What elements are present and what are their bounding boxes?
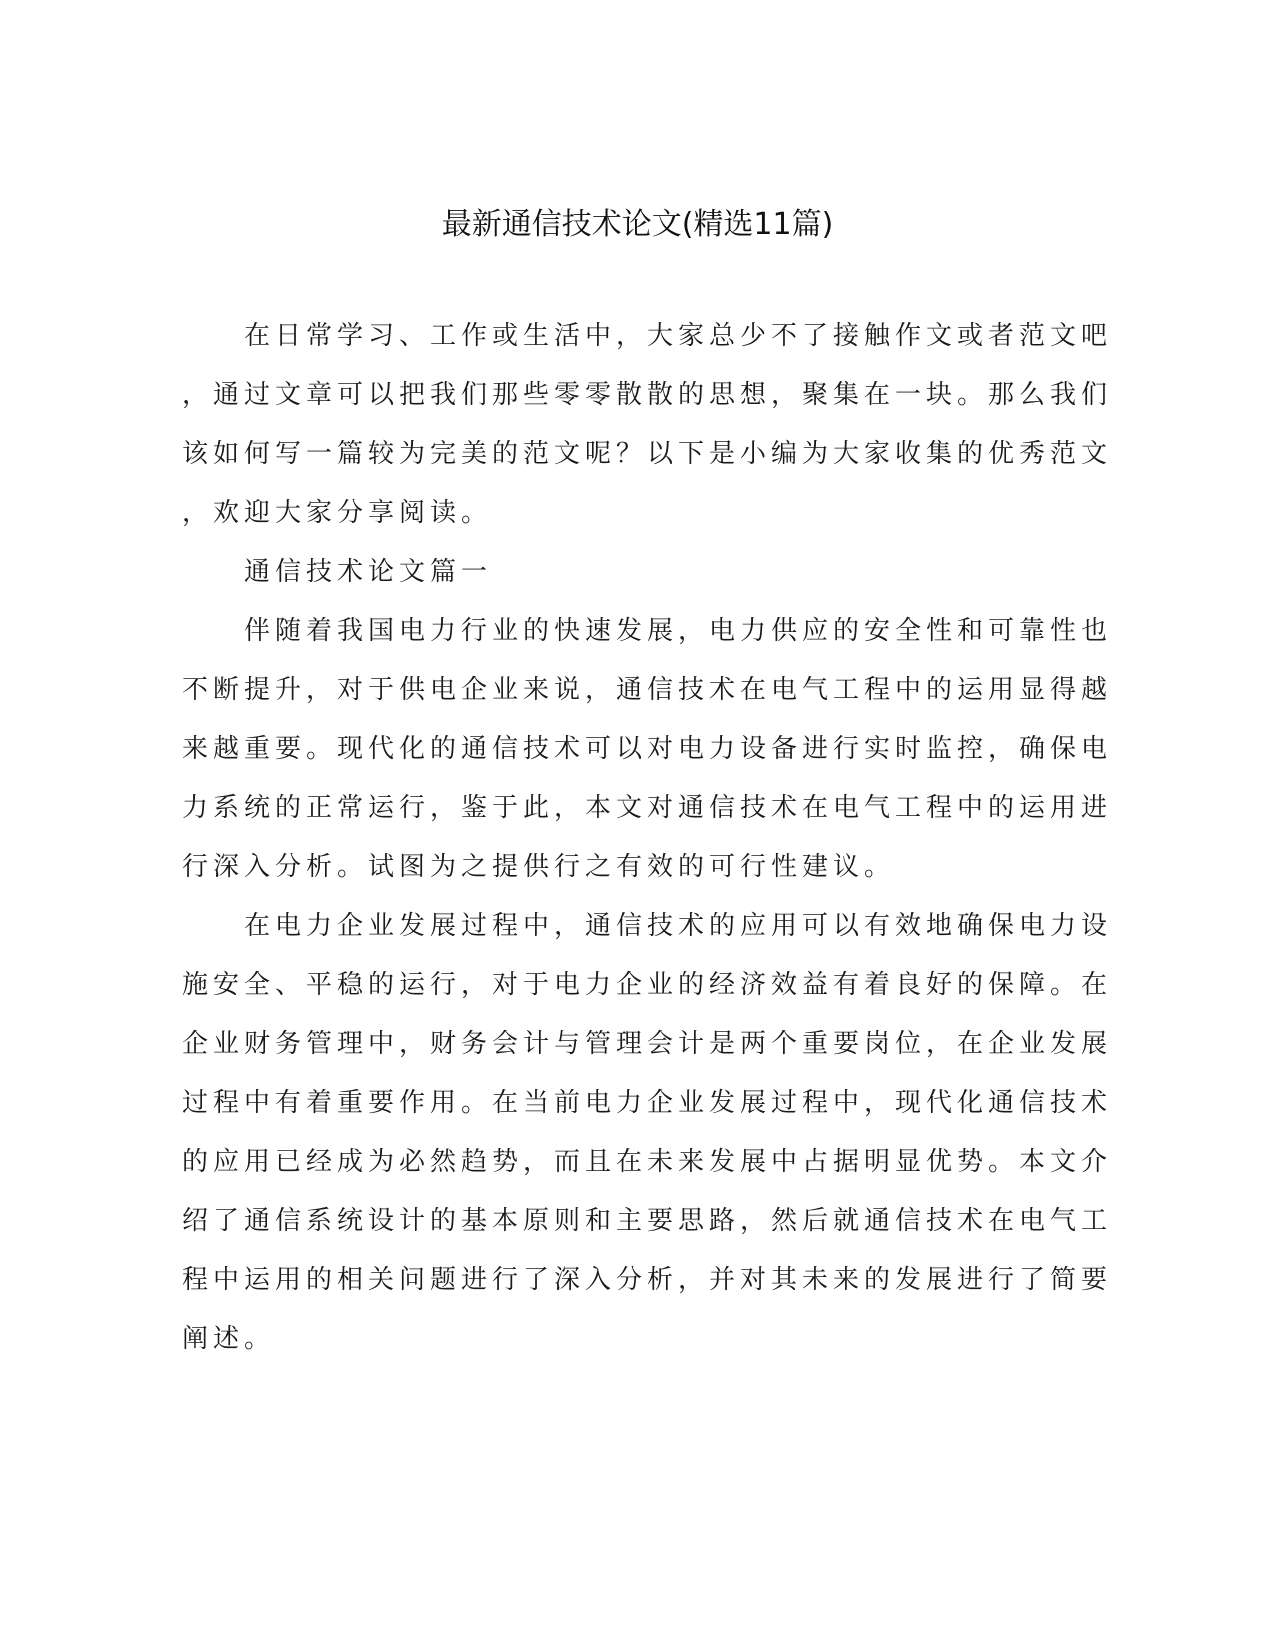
body-line: 来越重要。现代化的通信技术可以对电力设备进行实时监控，确保电: [182, 734, 1113, 764]
body-line: 伴随着我国电力行业的快速发展，电力供应的安全性和可靠性也: [182, 616, 1113, 646]
body-line: 绍了通信系统设计的基本原则和主要思路，然后就通信技术在电气工: [182, 1206, 1113, 1236]
body-line: 力系统的正常运行，鉴于此，本文对通信技术在电气工程中的运用进: [182, 793, 1113, 823]
body-line: 的应用已经成为必然趋势，而且在未来发展中占据明显优势。本文介: [182, 1147, 1113, 1177]
body-line: 过程中有着重要作用。在当前电力企业发展过程中，现代化通信技术: [182, 1088, 1113, 1118]
body-line: 行深入分析。试图为之提供行之有效的可行性建议。: [182, 852, 896, 882]
body-line: ，通过文章可以把我们那些零零散散的思想，聚集在一块。那么我们: [182, 380, 1113, 410]
body-line: ，欢迎大家分享阅读。: [182, 498, 493, 528]
section-heading: 通信技术论文篇一: [182, 557, 493, 587]
body-line: 程中运用的相关问题进行了深入分析，并对其未来的发展进行了简要: [182, 1265, 1113, 1295]
body-line: 施安全、平稳的运行，对于电力企业的经济效益有着良好的保障。在: [182, 970, 1113, 1000]
body-line: 不断提升，对于供电企业来说，通信技术在电气工程中的运用显得越: [182, 675, 1113, 705]
document-title: 最新通信技术论文(精选11篇): [441, 207, 834, 242]
body-line: 在电力企业发展过程中，通信技术的应用可以有效地确保电力设: [182, 911, 1113, 941]
body-line: 阐述。: [182, 1324, 276, 1354]
body-line: 在日常学习、工作或生活中，大家总少不了接触作文或者范文吧: [182, 321, 1113, 351]
body-line: 企业财务管理中，财务会计与管理会计是两个重要岗位，在企业发展: [182, 1029, 1113, 1059]
body-line: 该如何写一篇较为完美的范文呢？以下是小编为大家收集的优秀范文: [182, 439, 1113, 469]
